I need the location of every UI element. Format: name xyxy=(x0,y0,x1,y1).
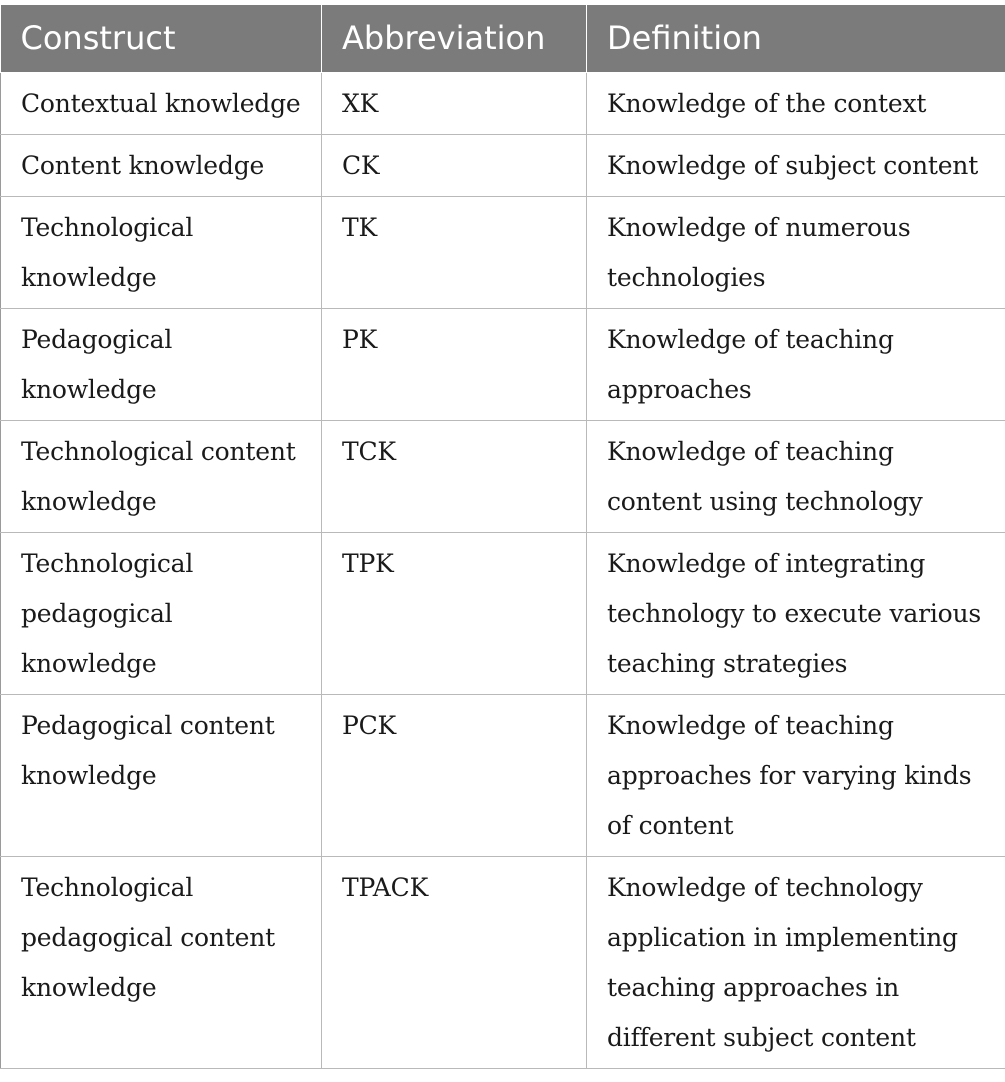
definition-cell: Knowledge of teaching approaches for varying kinds of content xyxy=(587,694,1005,856)
definition-cell: Knowledge of numerous technologies xyxy=(587,196,1005,308)
table-header xyxy=(1,5,1005,72)
definition-cell: Knowledge of technology application in implementing teaching approaches in different subject content xyxy=(587,856,1005,1068)
table-body xyxy=(1,72,1005,1068)
header-definition: Definition xyxy=(587,5,1005,72)
tpack-constructs-table xyxy=(0,5,1005,1069)
abbreviation-cell: PCK xyxy=(322,694,587,856)
construct-cell: Contextual knowledge xyxy=(1,72,322,134)
construct-cell: Technological pedagogical knowledge xyxy=(1,532,322,694)
table-row xyxy=(1,308,1005,420)
definition-cell: Knowledge of teaching content using technology xyxy=(587,420,1005,532)
table-row xyxy=(1,856,1005,1068)
abbreviation-cell: CK xyxy=(322,134,587,196)
construct-cell: Content knowledge xyxy=(1,134,322,196)
abbreviation-cell: XK xyxy=(322,72,587,134)
table-row xyxy=(1,694,1005,856)
definition-cell: Knowledge of integrating technology to execute various teaching strategies xyxy=(587,532,1005,694)
table-row xyxy=(1,420,1005,532)
table-row xyxy=(1,72,1005,134)
construct-cell: Technological pedagogical content knowledge xyxy=(1,856,322,1068)
abbreviation-cell: TCK xyxy=(322,420,587,532)
header-construct: Construct xyxy=(1,5,322,72)
construct-cell: Technological content knowledge xyxy=(1,420,322,532)
abbreviation-cell: TK xyxy=(322,196,587,308)
definition-cell: Knowledge of the context xyxy=(587,72,1005,134)
construct-cell: Pedagogical knowledge xyxy=(1,308,322,420)
definition-cell: Knowledge of teaching approaches xyxy=(587,308,1005,420)
abbreviation-cell: PK xyxy=(322,308,587,420)
table-row xyxy=(1,196,1005,308)
construct-cell: Pedagogical content knowledge xyxy=(1,694,322,856)
table-row xyxy=(1,532,1005,694)
table-row xyxy=(1,134,1005,196)
header-abbreviation: Abbreviation xyxy=(322,5,587,72)
construct-cell: Technological knowledge xyxy=(1,196,322,308)
header-row xyxy=(1,5,1005,72)
definition-cell: Knowledge of subject content xyxy=(587,134,1005,196)
abbreviation-cell: TPK xyxy=(322,532,587,694)
abbreviation-cell: TPACK xyxy=(322,856,587,1068)
